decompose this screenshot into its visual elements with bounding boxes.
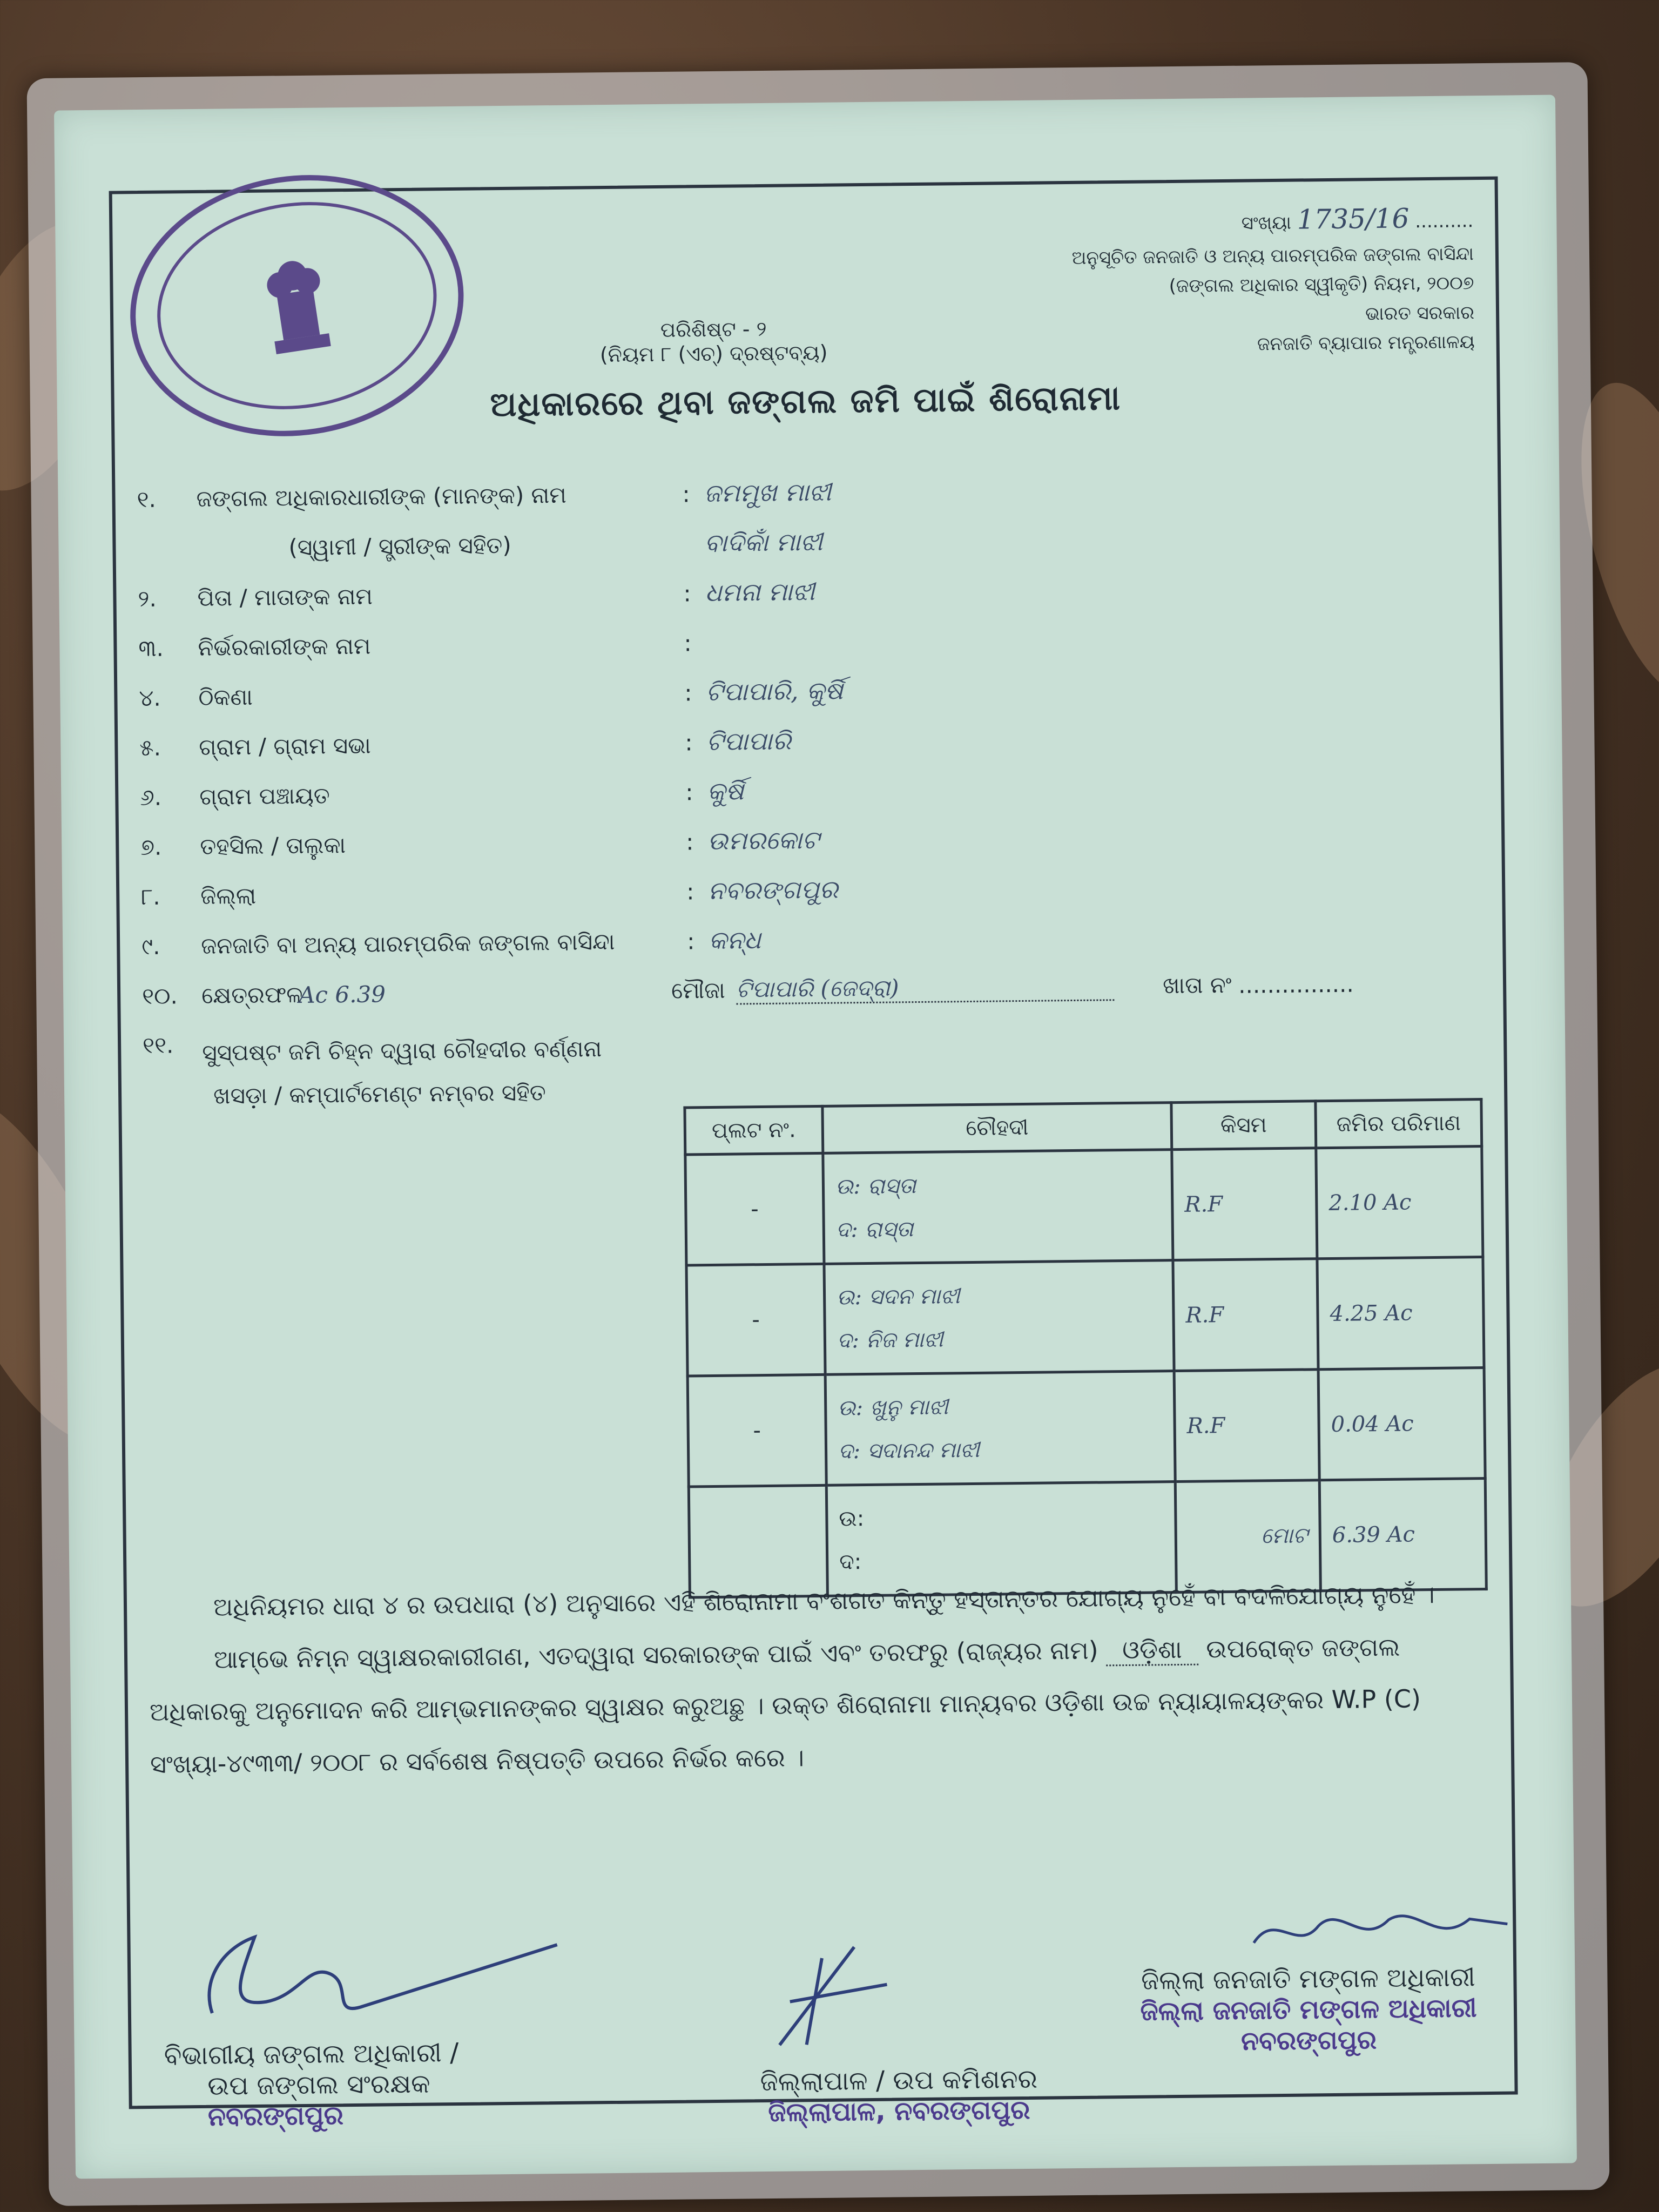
number-line: ସଂଖ୍ୟା 1735/16 .......... (1241, 203, 1474, 235)
signature-right (1243, 1897, 1513, 1965)
field-num: ୨. (138, 585, 157, 612)
table-header-row (685, 1100, 1482, 1155)
khata-value: ................ (1238, 970, 1354, 999)
boundary-label-2: ଖସଡ଼ା / କମ୍ପାର୍ଟମେଣ୍ଟ ନମ୍ବର ସହିତ (213, 1079, 546, 1109)
field-row: ୫. ଗ୍ରାମ / ଗ୍ରାମ ସଭା : ଟିପାପାରି (139, 726, 792, 761)
boundary-north: ଉ: ସଦନ ମାଝୀ (836, 1284, 960, 1310)
field-value: ଟିପାପାରି (706, 726, 792, 757)
field-label: ଗ୍ରାମ ପଞ୍ଚାୟତ (199, 782, 330, 810)
field-label: ପିତା / ମାତାଙ୍କ ନାମ (197, 583, 373, 611)
field-num: ୪. (139, 684, 161, 712)
field-label: ତହସିଲ / ତାଲୁକା (200, 832, 346, 860)
paragraph-2-end: ଉପରୋକ୍ତ ଜଙ୍ଗଲ ଅଧିକାରକୁ ଅନୁମୋଦନ କରି ଆମ୍ଭମାନଙ୍କର ସ୍ୱାକ୍ଷର କରୁଅଛୁ । ଉକ୍ତ ଶିରୋନାମା ମାନ୍ୟବର ଓଡ଼ିଶା ଉଚ୍ଚ ନ୍ୟାୟାଳୟଙ୍କର W.P (C) ସଂଖ୍ୟା-୪୯୩୩/ ୨୦୦୮ ର ସର୍ବଶେଷ ନିଷ୍ପତ୍ତି ଉପରେ ନିର୍ଭର କରେ । (149, 1632, 1421, 1779)
cell-plot: - (687, 1374, 826, 1487)
right-stamp: ଜିଲ୍ଲା ଜନଜାତି ମଙ୍ଗଳ ଅଧିକାରୀ (1140, 1993, 1477, 2027)
cell-total-label: ମୋଟ (1175, 1480, 1320, 1593)
field-row: ୭. ତହସିଲ / ତାଲୁକା : ଉମରକୋଟ (140, 825, 820, 861)
paragraph-2 (149, 1620, 1490, 1791)
field-value: ଧମନା ମାଝୀ (705, 576, 815, 608)
cell-boundary (825, 1371, 1175, 1486)
number-label: ସଂଖ୍ୟା (1241, 212, 1292, 234)
cell-area: 2.10 Ac (1316, 1147, 1483, 1259)
field-num: ୭. (140, 833, 162, 861)
field-row: ୩. ନିର୍ଭରକାରୀଙ୍କ ନାମ : (138, 629, 692, 662)
field-num: ୧୦. (141, 982, 178, 1010)
declaration-text (149, 1568, 1490, 1790)
cell-plot: - (686, 1264, 825, 1376)
field-label: ଠିକଣା (198, 683, 253, 711)
field-label: ଜିଲ୍ଲା (200, 882, 257, 909)
header-kisam: କିସମ (1171, 1101, 1316, 1150)
field-num: ୧. (137, 485, 157, 513)
field-num: ୫. (139, 734, 161, 761)
boundary-table (683, 1098, 1487, 1599)
signature-left (190, 1912, 569, 2040)
field-value: କନ୍ଧ (708, 925, 761, 955)
dcf-title: ଉପ ଜଙ୍ଗଲ ସଂରକ୍ଷକ (207, 2068, 430, 2101)
boundary-label-1: ସୁସ୍ପଷ୍ଟ ଜମି ଚିହ୍ନ ଦ୍ୱାରା ଚୌହଦୀର ବର୍ଣ୍ଣନା (202, 1035, 602, 1066)
field-num: ୮. (141, 883, 160, 911)
document-frame (109, 177, 1518, 2132)
boundary-south: ଦ: ନିଜ ମାଝୀ (837, 1327, 943, 1353)
cell-boundary (823, 1150, 1173, 1264)
cell-plot: - (685, 1153, 824, 1265)
field-row: ୪. ଠିକଣା : ଟିପାପାରି, କୁର୍ଷି (139, 676, 844, 712)
title-certificate (54, 95, 1577, 2179)
area-label: କ୍ଷେତ୍ରଫଳ (201, 981, 303, 1009)
table-row (685, 1147, 1483, 1265)
boundary-north: ଉ: ରାସ୍ତା (835, 1174, 916, 1199)
ministry: ଜନଜାତି ବ୍ୟାପାର ମନ୍ତ୍ରଣାଳୟ (1257, 331, 1475, 355)
annexure-label: ପରିଶିଷ୍ଟ - ୨ (660, 316, 767, 342)
table-row (686, 1257, 1484, 1376)
field-label: (ସ୍ୱାମୀ / ସ୍ତ୍ରୀଙ୍କ ସହିତ) (288, 531, 511, 561)
cell-kisam: R.F (1172, 1148, 1317, 1260)
field-row: ୯. ଜନଜାତି ବା ଅନ୍ୟ ପାରମ୍ପରିକ ଜଙ୍ଗଲ ବାସିନ୍ଦା : କନ୍ଧ (141, 925, 761, 960)
cell-kisam: R.F (1174, 1370, 1319, 1482)
signature-block-right (1103, 1962, 1514, 2059)
boundary-north: ଉ: (839, 1506, 865, 1532)
field-value: ନବରଙ୍ଗପୁର (707, 874, 839, 906)
field-row: ୮. ଜିଲ୍ଲା : ନବରଙ୍ଗପୁର (141, 874, 839, 911)
field-row: ୬. ଗ୍ରାମ ପଞ୍ଚାୟତ : କୁର୍ଷି (140, 776, 744, 811)
paragraph-1: ଅଧିନିୟମର ଧାରା ୪ ର ଉପଧାରା (୪) ଅନୁସାରେ ଏହି ଶିରୋନାମା ବଂଶଗତ କିନ୍ତୁ ହସ୍ତାନ୍ତର ଯୋଗ୍ୟ ନୁହେଁ ବା ବଦଳିଯୋଗ୍ୟ ନୁହେଁ । (213, 1580, 1435, 1622)
field-value: କୁର୍ଷି (707, 776, 744, 806)
dtwo-title: ଜିଲ୍ଲା ଜନଜାତି ମଙ୍ଗଳ ଅଧିକାରୀ (1141, 1962, 1476, 1996)
cell-kisam: R.F (1173, 1259, 1318, 1371)
paragraph-2-start: ଆମ୍ଭେ ନିମ୍ନ ସ୍ୱାକ୍ଷରକାରୀଗଣ, ଏତଦ୍ୱାରା ସରକାରଙ୍କ ପାଇଁ ଏବଂ ତରଫରୁ (ରାଜ୍ୟର ନାମ) (213, 1635, 1098, 1674)
cell-boundary (824, 1260, 1174, 1375)
field-label: ଜନଜାତି ବା ଅନ୍ୟ ପାରମ୍ପରିକ ଜଙ୍ଗଲ ବାସିନ୍ଦା (200, 928, 615, 959)
state-name: ଓଡ଼ିଶା (1106, 1634, 1198, 1666)
boundary-south: ଦ: ରାସ୍ତା (835, 1217, 914, 1243)
left-stamp: ନବରଙ୍ଗପୁର (207, 2100, 344, 2132)
header-right (1071, 196, 1474, 361)
area-value: Ac 6.39 (298, 980, 386, 1008)
field-value: ବାଦିକାଁ ମାଝୀ (704, 527, 823, 558)
header-boundary: ଚୌହଦୀ (822, 1103, 1172, 1154)
table-row (687, 1368, 1485, 1487)
header-area: ଜମିର ପରିମାଣ (1316, 1100, 1482, 1148)
field-value: ଉମରକୋଟ (707, 825, 820, 856)
field-value: ଟିପାପାରି, କୁର୍ଷି (706, 676, 844, 707)
mouza-label: ମୌଜା (671, 976, 725, 1004)
boundary-south: ଦ: ସଦାନନ୍ଦ ମାଝୀ (838, 1437, 980, 1464)
cell-area: 4.25 Ac (1317, 1257, 1484, 1370)
cell-area: 0.04 Ac (1318, 1368, 1485, 1480)
cell-total-area: 6.39 Ac (1319, 1479, 1486, 1591)
emblem-icon (244, 248, 350, 363)
khata-label: ଖାତା ନଂ (1162, 971, 1232, 999)
mouza-value: ଟିପାପାରି (ଜେଦ୍ରା) (736, 972, 1115, 1004)
field-label: ଜଙ୍ଗଲ ଅଧିକାରଧାରୀଙ୍କ (ମାନଙ୍କ) ନାମ (196, 481, 567, 512)
dfo-title: ବିଭାଗୀୟ ଜଙ୍ଗଲ ଅଧିକାରୀ / (164, 2038, 459, 2071)
right-stamp-place: ନବରଙ୍ଗପୁର (1240, 2025, 1377, 2056)
field-num: ୯. (141, 933, 160, 960)
document-title: ଅଧିକାରରେ ଥିବା ଜଙ୍ଗଲ ଜମି ପାଇଁ ଶିରୋନାମା (490, 378, 1122, 424)
fields-list (137, 461, 1482, 1118)
boundary-south: ଦ: (839, 1549, 862, 1575)
boundary-north: ଉ: ଖୁନୁ ମାଝୀ (838, 1394, 949, 1421)
signature-middle (757, 1936, 909, 2056)
field-label: ନିର୍ଭରକାରୀଙ୍କ ନାମ (198, 632, 371, 661)
field-num: ୩. (138, 635, 164, 662)
field-num: ୧୧. (142, 1031, 174, 1059)
field-label: ଗ୍ରାମ / ଗ୍ରାମ ସଭା (199, 732, 371, 760)
signature-block-middle (683, 2063, 1115, 2129)
field-num: ୬. (140, 784, 162, 811)
signature-block-left (164, 2035, 651, 2133)
act-line-2: (ଜଙ୍ଗଲ ଅଧିକାର ସ୍ୱୀକୃତି) ନିୟମ, ୨୦୦୭ (1169, 272, 1474, 298)
field-value: ଜମମୁଖ ମାଝୀ (704, 477, 832, 508)
number-value: 1735/16 (1297, 203, 1410, 235)
annexure-heading (599, 316, 828, 367)
act-line-1: ଅନୁସୂଚିତ ଜନଜାତି ଓ ଅନ୍ୟ ପାରମ୍ପରିକ ଜଙ୍ଗଲ ବାସିନ୍ଦା (1071, 243, 1474, 269)
government: ଭାରତ ସରକାର (1365, 301, 1475, 325)
field-row: ୨. ପିତା / ମାତାଙ୍କ ନାମ : ଧମନା ମାଝୀ (138, 576, 815, 612)
header-plot: ପ୍ଲଟ ନଂ. (685, 1106, 823, 1155)
field-row: ୧. ଜଙ୍ଗଲ ଅଧିକାରଧାରୀଙ୍କ (ମାନଙ୍କ) ନାମ : ଜମମୁଖ ମାଝୀ (137, 477, 832, 513)
collector-title: ଜିଲ୍ଲାପାଳ / ଉପ କମିଶନର (760, 2063, 1038, 2098)
middle-stamp: ଜିଲ୍ଲାପାଳ, ନବରଙ୍ଗପୁର (768, 2094, 1030, 2128)
rule-reference: (ନିୟମ ୮ (ଏଚ୍) ଦ୍ରଷ୍ଟବ୍ୟ) (599, 340, 828, 367)
